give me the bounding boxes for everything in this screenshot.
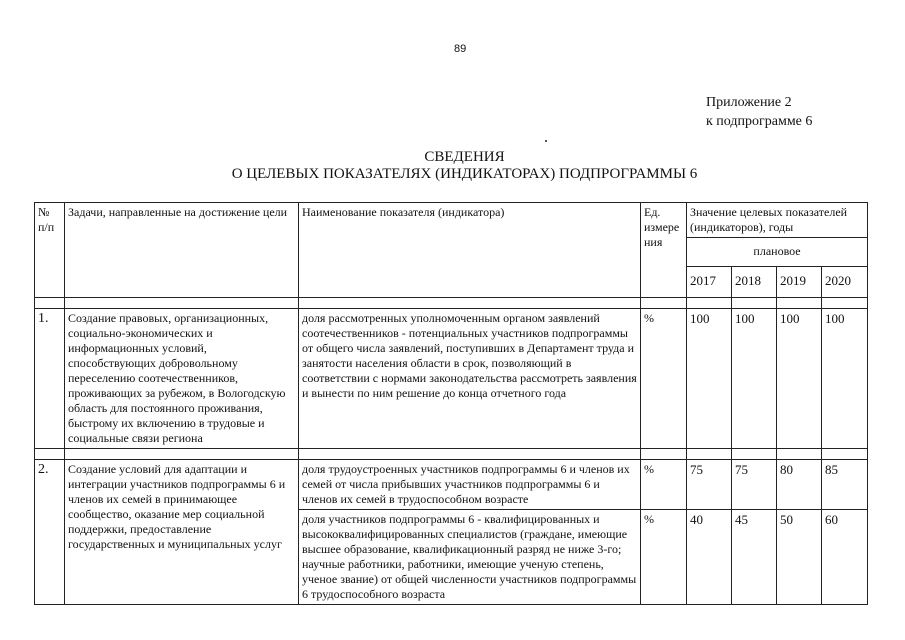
row-number: 2. <box>35 460 65 605</box>
row-value: 60 <box>822 510 868 605</box>
title-line-1: СВЕДЕНИЯ <box>424 149 505 165</box>
header-row <box>35 203 868 238</box>
header-indicator: Наименование показателя (индикатора) <box>299 203 641 298</box>
row-task: Создание правовых, организационных, социально-экономических и информационных условий, способствующих добровольному переселению соотечественников, проживающих за рубежом, в Вологодскую область для постоянного проживания, быстрому их включению в трудовые и социальные связи региона <box>65 309 299 449</box>
row-value: 100 <box>822 309 868 449</box>
row-value: 100 <box>687 309 732 449</box>
appendix-note <box>706 93 812 131</box>
indicators-table <box>34 202 868 605</box>
header-planned: плановое <box>687 238 868 267</box>
row-task: Создание условий для адаптации и интеграции участников подпрограммы 6 и членов их семей в принимающее сообщество, оказание мер социальной поддержки, предоставление государственных и муниципальных услуг <box>65 460 299 605</box>
header-values: Значение целевых показателей (индикаторов), годы <box>687 203 868 238</box>
header-year: 2019 <box>777 267 822 298</box>
row-unit: % <box>641 460 687 510</box>
scan-speck <box>545 140 547 142</box>
row-value: 100 <box>777 309 822 449</box>
row-value: 80 <box>777 460 822 510</box>
row-value: 45 <box>732 510 777 605</box>
header-year: 2017 <box>687 267 732 298</box>
row-spacer <box>35 449 868 460</box>
header-unit: Ед. измере ния <box>641 203 687 298</box>
row-value: 75 <box>732 460 777 510</box>
header-spacer-row <box>35 298 868 309</box>
row-indicator: доля участников подпрограммы 6 - квалифицированных и высококвалифицированных специалистов (граждане, имеющие высшее образование, квалификационный разряд не ниже 3-го; научные работники, работники, имеющие ученую степень, ученое звание) от общей численности участников подпрограммы 6 трудоспособного возраста <box>299 510 641 605</box>
row-indicator: доля трудоустроенных участников подпрограммы 6 и членов их семей от числа прибывших участников подпрограммы 6 и членов их семей в трудоспособном возрасте <box>299 460 641 510</box>
row-number: 1. <box>35 309 65 449</box>
header-task: Задачи, направленные на достижение цели <box>65 203 299 298</box>
document-title <box>0 149 905 183</box>
row-value: 85 <box>822 460 868 510</box>
row-indicator: доля рассмотренных уполномоченным органом заявлений соотечественников - потенциальных участников подпрограммы от общего числа заявлений, поступивших в Департамент труда и занятости населения области в срок, позволяющий в соответствии с нормами законодательства рассмотреть заявления и вынести по ним решение до конца отчетного года <box>299 309 641 449</box>
row-unit: % <box>641 510 687 605</box>
row-value: 100 <box>732 309 777 449</box>
header-num: № п/п <box>35 203 65 298</box>
page-number: 89 <box>454 43 467 55</box>
row-unit: % <box>641 309 687 449</box>
header-year: 2018 <box>732 267 777 298</box>
row-value: 40 <box>687 510 732 605</box>
row-value: 75 <box>687 460 732 510</box>
appendix-line-1: Приложение 2 <box>706 95 792 110</box>
appendix-line-2: к подпрограмме 6 <box>706 114 813 129</box>
header-year: 2020 <box>822 267 868 298</box>
row-value: 50 <box>777 510 822 605</box>
table-row <box>35 460 868 510</box>
title-line-2: О ЦЕЛЕВЫХ ПОКАЗАТЕЛЯХ (ИНДИКАТОРАХ) ПОДПРОГРАММЫ 6 <box>231 166 698 182</box>
table-row <box>35 309 868 449</box>
